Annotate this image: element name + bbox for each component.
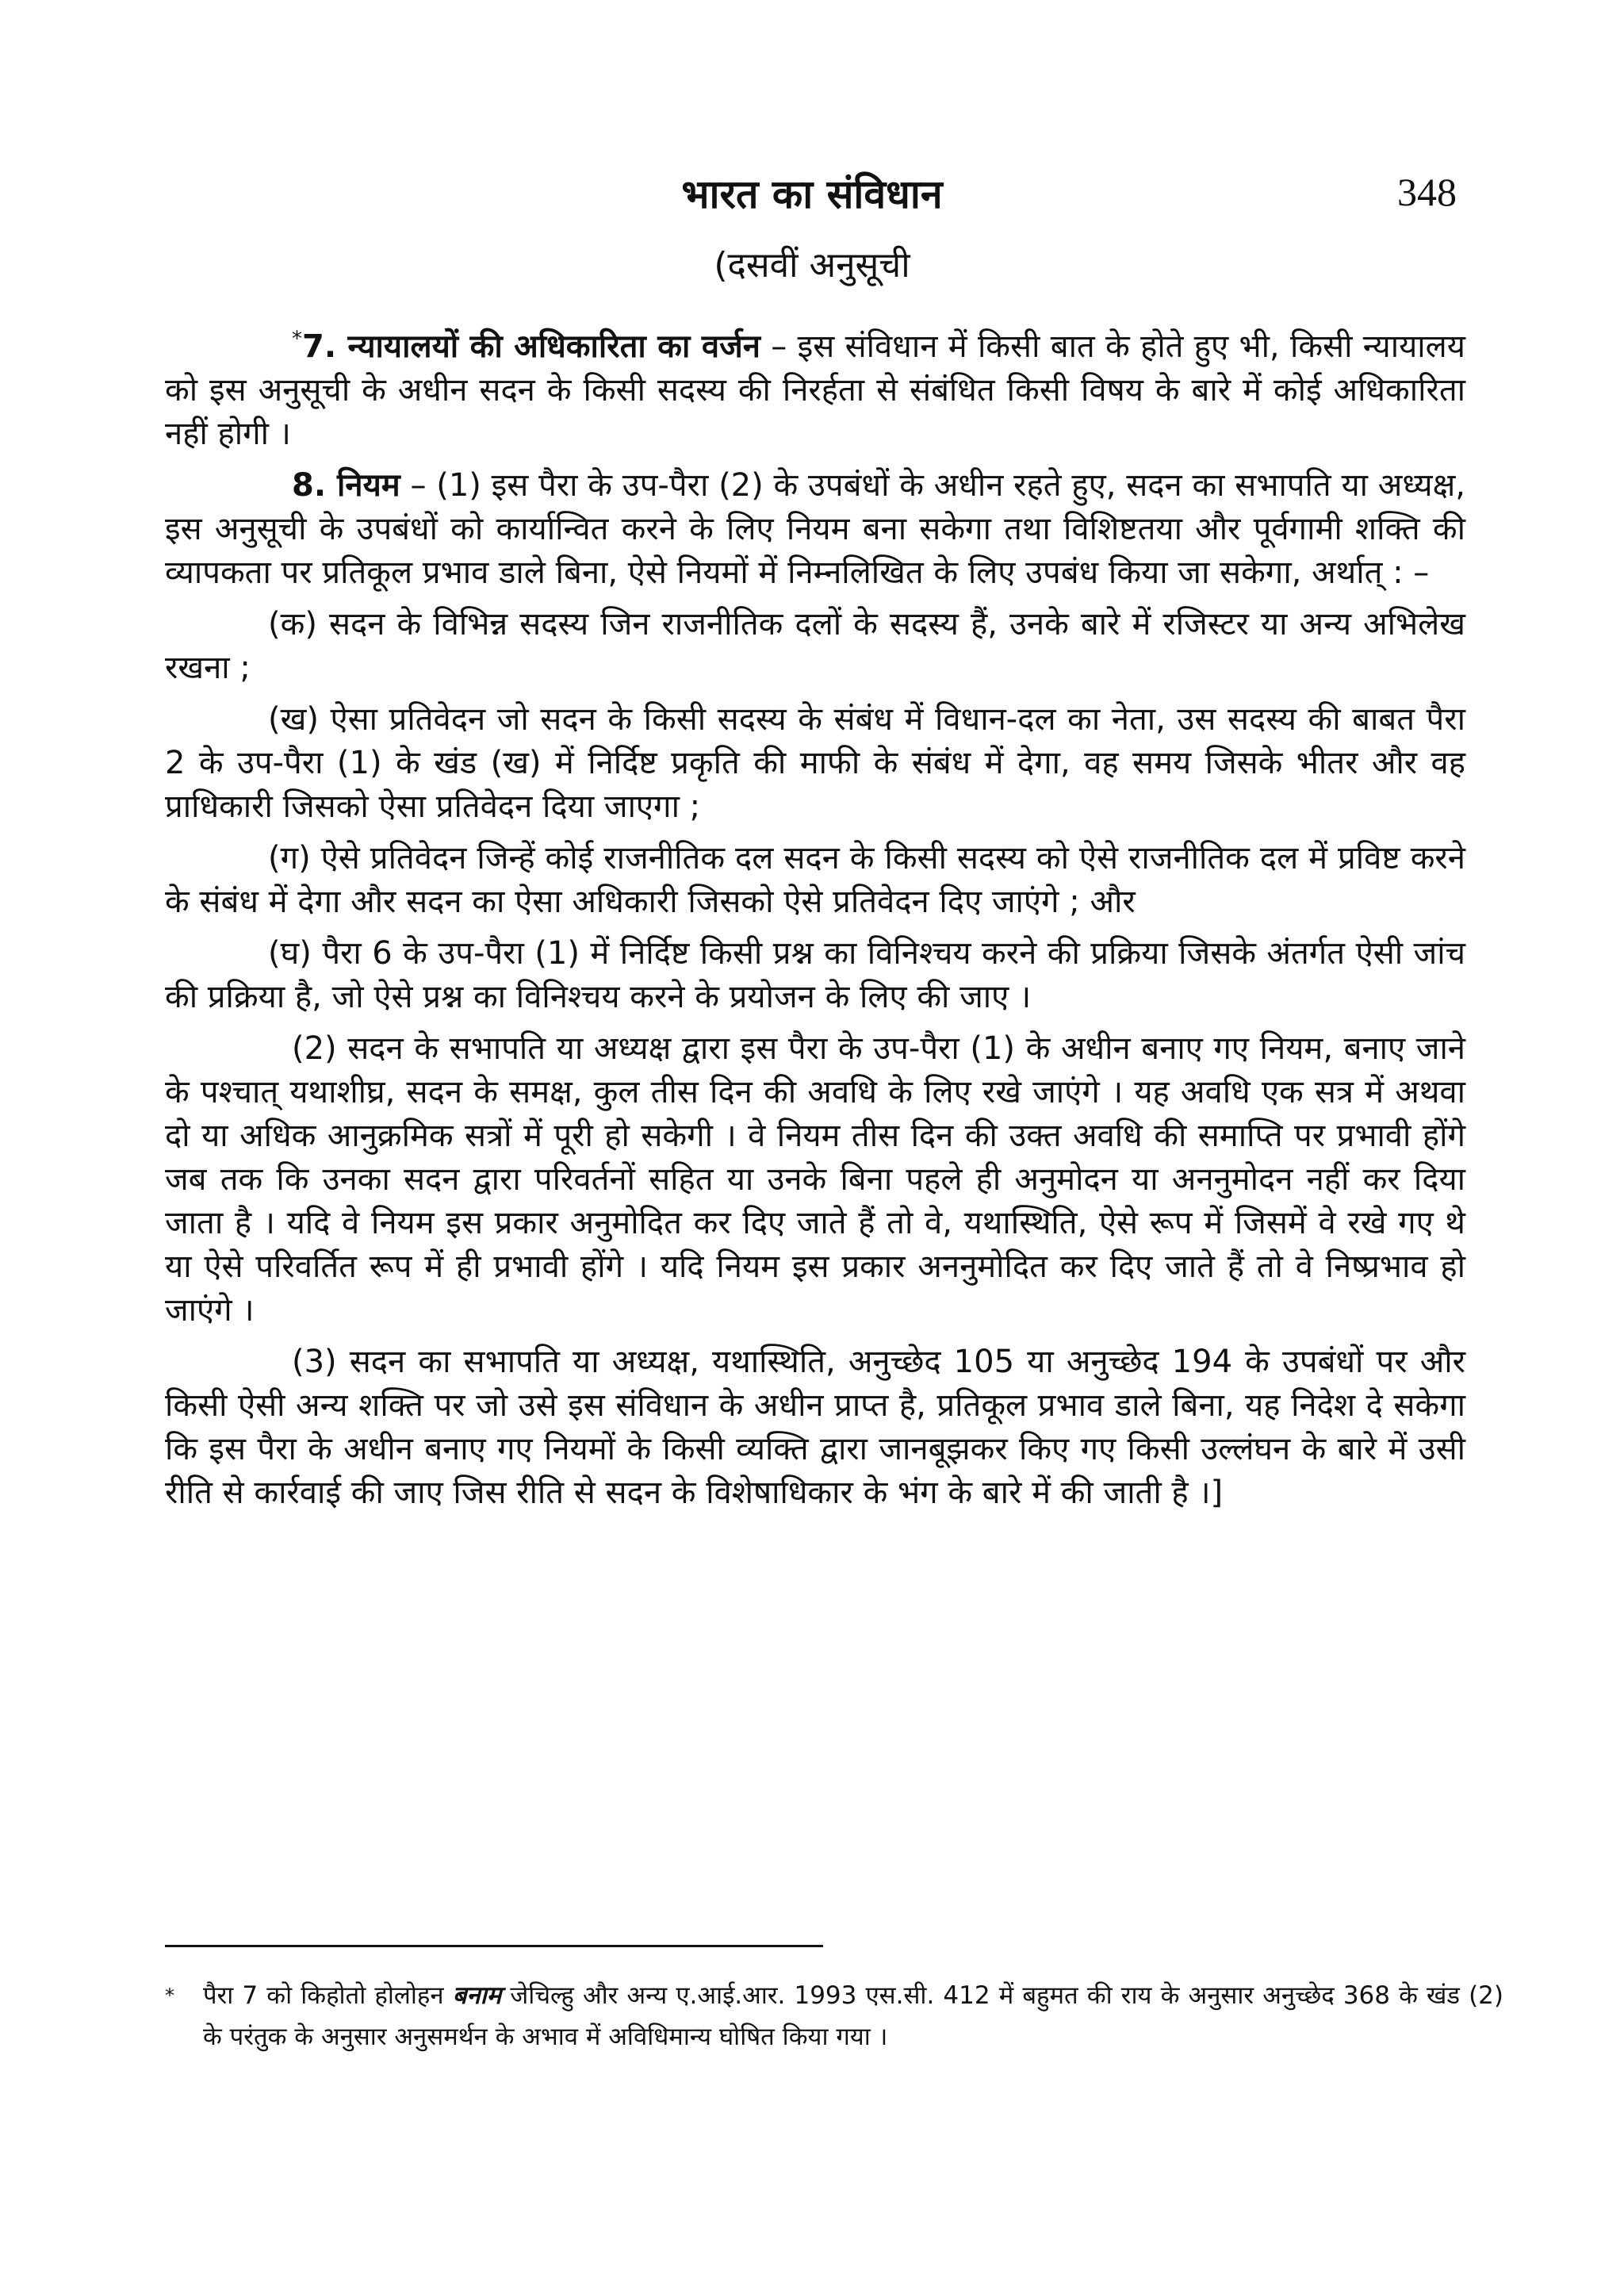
paragraph-7-heading: 7. न्यायालयों की अधिकारिता का वर्जन (302, 328, 760, 365)
clause-ga: (ग) ऐसे प्रतिवेदन जिन्हें कोई राजनीतिक दल सदन के किसी सदस्य को ऐसे राजनीतिक दल में प्रविष्ट करने के संबंध में देगा और सदन का ऐसा अधिकारी जिसको ऐसे प्रतिवेदन दिए जाएंगे ; और (165, 840, 1465, 920)
footnote (165, 1975, 1503, 2057)
paragraph-7 (165, 325, 1465, 456)
footnote-divider (165, 1945, 823, 1947)
page-title: भारत का संविधान (681, 171, 943, 217)
paragraph-8-heading: 8. नियम (292, 467, 400, 504)
page-subtitle: (दसवीं अनुसूची (714, 245, 910, 286)
paragraph-8-3: (3) सदन का सभापति या अध्यक्ष, यथास्थिति, अनुच्छेद 105 या अनुच्छेद 194 के उपबंधों पर और किसी ऐसी अन्य शक्ति पर जो उसे इस संविधान के अधीन प्राप्त है, प्रतिकूल प्रभाव डाले बिना, यह निदेश दे सकेगा कि इस पैरा के अधीन बनाए गए नियमों के किसी व्यक्ति द्वारा जानबूझकर किए गए किसी उल्लंघन के बारे में उसी रीति से कार्रवाई की जाए जिस रीति से सदन के विशेषाधिकार के भंग के बारे में की जाती है ।] (165, 1344, 1465, 1511)
clause-kha: (ख) ऐसा प्रतिवेदन जो सदन के किसी सदस्य के संबंध में विधान-दल का नेता, उस सदस्य की बाबत पैरा 2 के उप-पैरा (1) के खंड (ख) में निर्दिष्ट प्रकृति की माफी के संबंध में देगा, वह समय जिसके भीतर और वह प्राधिकारी जिसको ऐसा प्रतिवेदन दिया जाएगा ; (165, 701, 1465, 825)
document-body (165, 325, 1465, 1523)
footnote-text-before: पैरा 7 को किहोतो होलोहन (203, 1981, 453, 2010)
footnote-text-after: जेचिल्हु और अन्य ए.आई.आर. 1993 एस.सी. 412 में बहुमत की राय के अनुसार अनुच्छेद 368 के खंड (2) के परंतुक के अनुसार अनुसमर्थन के अभाव में अविधिमान्य घोषित किया गया । (203, 1981, 1504, 2051)
clause-ka: (क) सदन के विभिन्न सदस्य जिन राजनीतिक दलों के सदस्य हैं, उनके बारे में रजिस्टर या अन्य अभिलेख रखना ; (165, 606, 1465, 686)
paragraph-8 (165, 464, 1465, 595)
paragraph-8-text: – (1) इस पैरा के उप-पैरा (2) के उपबंधों के अधीन रहते हुए, सदन का सभापति या अध्यक्ष, इस अनुसूची के उपबंधों को कार्यान्वित करने के लिए नियम बना सकेगा तथा विशिष्टतया और पूर्वगामी शक्ति की व्यापकता पर प्रतिकूल प्रभाव डाले बिना, ऐसे नियमों में निम्नलिखित के लिए उपबंध किया जा सकेगा, अर्थात् : – (165, 467, 1465, 591)
clause-list (165, 603, 1465, 1019)
footnote-mark: * (165, 1984, 174, 2007)
footnote-italic: बनाम (452, 1981, 502, 2010)
paragraph-7-text: – इस संविधान में किसी बात के होते हुए भी, किसी न्यायालय को इस अनुसूची के अधीन सदन के किसी सदस्य की निरर्हता से संबंधित किसी विषय के बारे में कोई अधिकारिता नहीं होगी । (165, 328, 1465, 452)
footnote-marker: * (292, 327, 302, 351)
page-number: 348 (1397, 170, 1457, 214)
clause-gha: (घ) पैरा 6 के उप-पैरा (1) में निर्दिष्ट किसी प्रश्न का विनिश्चय करने की प्रक्रिया जिसके अंतर्गत ऐसी जांच की प्रक्रिया है, जो ऐसे प्रश्न का विनिश्चय करने के प्रयोजन के लिए की जाए । (165, 935, 1465, 1015)
paragraph-8-2: (2) सदन के सभापति या अध्यक्ष द्वारा इस पैरा के उप-पैरा (1) के अधीन बनाए गए नियम, बनाए जाने के पश्चात् यथाशीघ्र, सदन के समक्ष, कुल तीस दिन की अवधि के लिए रखे जाएंगे । यह अवधि एक सत्र में अथवा दो या अधिक आनुक्रमिक सत्रों में पूरी हो सकेगी । वे नियम तीस दिन की उक्त अवधि की समाप्ति पर प्रभावी होंगे जब तक कि उनका सदन द्वारा परिवर्तनों सहित या उनके बिना पहले ही अनुमोदन या अननुमोदन नहीं कर दिया जाता है । यदि वे नियम इस प्रकार अनुमोदित कर दिए जाते हैं तो वे, यथास्थिति, ऐसे रूप में जिसमें वे रखे गए थे या ऐसे परिवर्तित रूप में ही प्रभावी होंगे । यदि नियम इस प्रकार अननुमोदित कर दिए जाते हैं तो वे निष्प्रभाव हो जाएंगे । (165, 1030, 1465, 1329)
